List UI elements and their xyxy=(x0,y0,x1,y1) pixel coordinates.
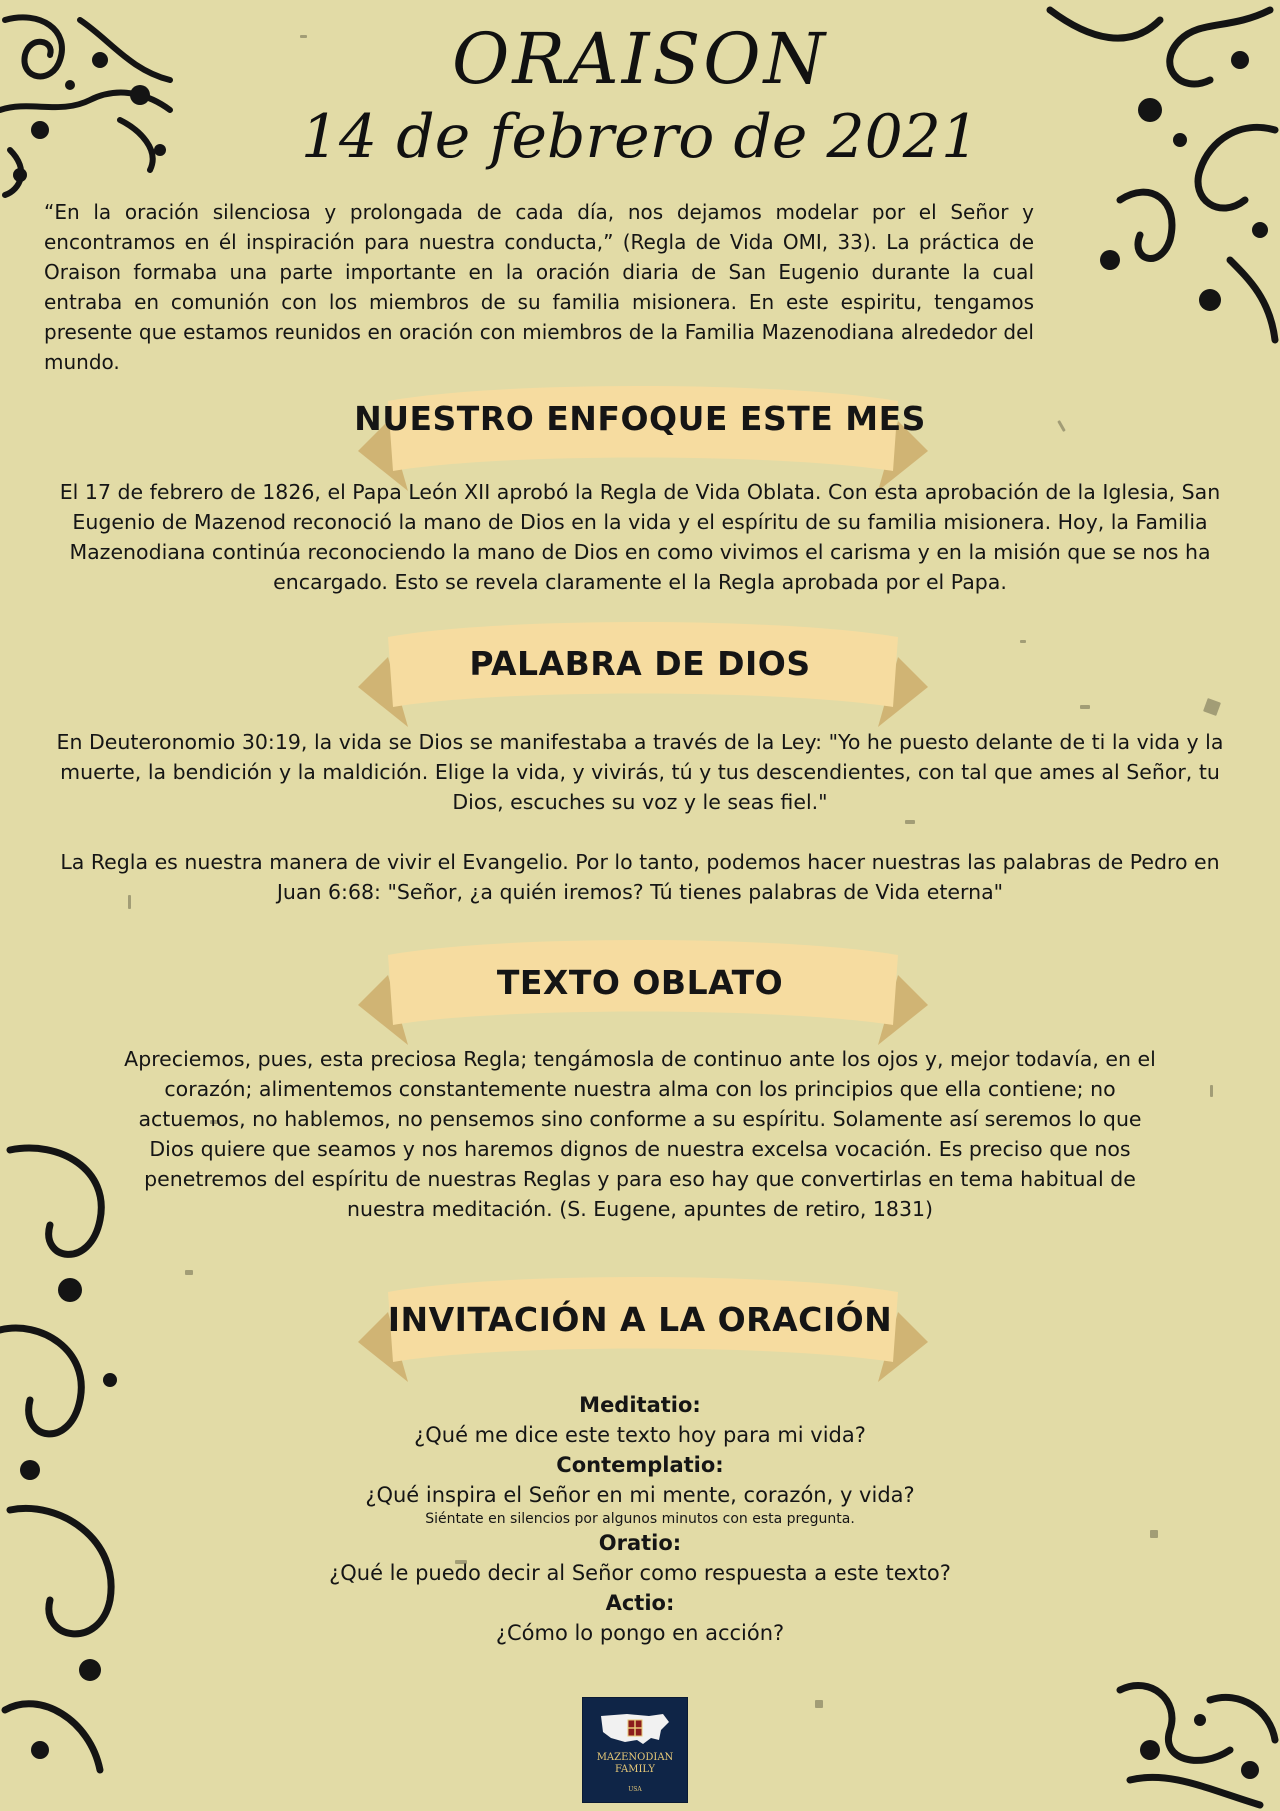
word-paragraph-1: En Deuteronomio 30:19, la vida se Dios se manifestaba a través de la Ley: "Yo he puesto delante de ti la vida y la muerte, la bendición y la maldición. Elige la vida, y vivirás, tú y tus descendientes, con tal que ames al Señor, tu Dios, escuches su voz y le seas fiel." xyxy=(56,730,1224,814)
word-paragraph-2: La Regla es nuestra manera de vivir el Evangelio. Por lo tanto, podemos hacer nuestras las palabras de Pedro en Juan 6:68: "Señor, ¿a quién iremos? Tú tienes palabras de Vida eterna" xyxy=(60,850,1220,904)
section-heading-focus: NUESTRO ENFOQUE ESTE MES xyxy=(354,399,926,438)
logo-line-1: MAZENODIAN xyxy=(596,1752,674,1763)
actio-label: Actio: xyxy=(605,1591,675,1615)
prayer-block xyxy=(0,1390,1280,1648)
section-heading-oblate: TEXTO OBLATO xyxy=(496,963,784,1002)
paper-speck xyxy=(1080,705,1090,709)
oratio-question: ¿Qué le puedo decir al Señor como respuesta a este texto? xyxy=(329,1561,951,1585)
meditatio-label: Meditatio: xyxy=(579,1393,701,1417)
logo-line-3: USA xyxy=(628,1786,642,1793)
meditatio-question: ¿Qué me dice este texto hoy para mi vida? xyxy=(414,1423,866,1447)
page-date: 14 de febrero de 2021 xyxy=(300,102,980,172)
page-title: ORAISON xyxy=(452,18,828,100)
paper-speck xyxy=(815,1700,823,1708)
section-heading-prayer: INVITACIÓN A LA ORACIÓN xyxy=(387,1300,893,1339)
paper-speck xyxy=(1210,1085,1213,1097)
corner-ornament-bottom-right xyxy=(1110,1670,1280,1811)
mazenodian-family-logo xyxy=(582,1697,688,1803)
oblate-paragraph: Apreciemos, pues, esta preciosa Regla; tengámosla de continuo ante los ojos y, mejor todavía, en el corazón; alimentemos constantemente nuestra alma con los principios que ella contiene; no actuemos, no hablemos, no pensemos sino conforme a su espíritu. Solamente así seremos lo que Dios quiere que seamos y nos haremos dignos de nuestra excelsa vocación. Es preciso que nos penetremos del espíritu de nuestras Reglas y para eso hay que convertirlas en tema habitual de nuestra meditación. (S. Eugene, apuntes de retiro, 1831) xyxy=(124,1047,1156,1221)
paper-speck xyxy=(905,820,915,824)
focus-paragraph: El 17 de febrero de 1826, el Papa León XII aprobó la Regla de Vida Oblata. Con esta aprobación de la Iglesia, San Eugenio de Mazenod reconoció la mano de Dios en la vida y el espíritu de su familia misionera. Hoy, la Familia Mazenodiana continúa reconociendo la mano de Dios en como vivimos el carisma y en la misión que se nos ha encargado. Esto se revela claramente el la Regla aprobada por el Papa. xyxy=(59,480,1221,594)
paper-speck xyxy=(1203,698,1221,716)
contemplatio-question: ¿Qué inspira el Señor en mi mente, corazón, y vida? xyxy=(365,1483,915,1507)
section-heading-word: PALABRA DE DIOS xyxy=(469,644,811,683)
contemplatio-label: Contemplatio: xyxy=(556,1453,724,1477)
intro-paragraph: “En la oración silenciosa y prolongada de cada día, nos dejamos modelar por el Señor y encontramos en él inspiración para nuestra conducta,” (Regla de Vida OMI, 33). La práctica de Oraison formaba una parte importante en la oración diaria de San Eugenio durante la cual entraba en comunión con los miembros de su familia misionera. En este espiritu, tengamos presente que estamos reunidos en oración con miembros de la Familia Mazenodiana alrededor del mundo. xyxy=(44,200,1034,374)
actio-question: ¿Cómo lo pongo en acción? xyxy=(495,1621,785,1645)
contemplatio-note: Siéntate en silencios por algunos minutos con esta pregunta. xyxy=(425,1511,855,1527)
usa-map-icon xyxy=(597,1708,673,1750)
oratio-label: Oratio: xyxy=(598,1531,682,1555)
paper-speck xyxy=(1020,640,1026,643)
paper-speck xyxy=(185,1270,193,1275)
logo-line-2: FAMILY xyxy=(614,1764,656,1775)
